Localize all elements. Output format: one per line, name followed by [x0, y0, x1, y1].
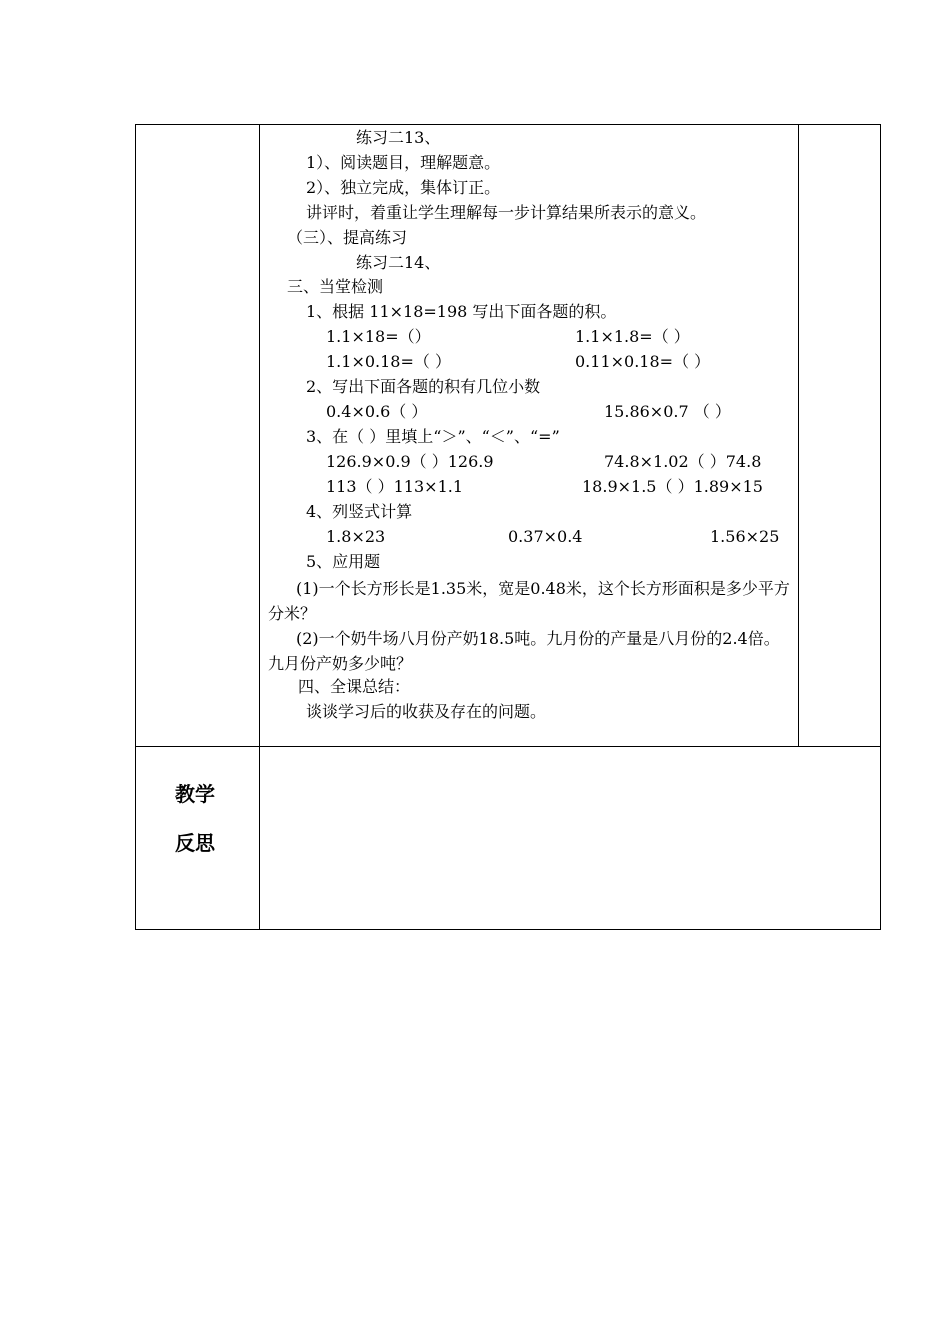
- column-divider: [259, 124, 260, 930]
- section-test: 三、当堂检测: [287, 277, 384, 296]
- question-2: 2、写出下面各题的积有几位小数: [306, 377, 541, 396]
- question-4: 4、列竖式计算: [306, 502, 413, 521]
- question-5: 5、应用题: [306, 552, 381, 571]
- q3-item-d: 18.9×1.5（ ）1.89×15: [582, 477, 763, 496]
- step-solve: 2）、独立完成，集体订正。: [306, 178, 501, 197]
- q3-item-b: 74.8×1.02（ ）74.8: [604, 452, 762, 471]
- right-column-divider: [798, 124, 799, 746]
- table-right-border: [880, 124, 881, 930]
- review-note: 讲评时，着重让学生理解每一步计算结果所表示的意义。: [306, 203, 707, 222]
- q1-item-c: 1.1×0.18=（ ）: [326, 352, 451, 371]
- q2-item-b: 15.86×0.7 （ ）: [604, 402, 731, 421]
- q1-item-a: 1.1×18=（）: [326, 327, 431, 346]
- word-problem-1: (1)一个长方形长是1.35米，宽是0.48米，这个长方形面积是多少平方分米？: [268, 579, 790, 623]
- section-improve: （三）、提高练习: [287, 228, 408, 247]
- table-bottom-border: [135, 929, 881, 930]
- reflection-label-line2: 反思: [175, 831, 215, 855]
- exercise-13: 练习二13、: [356, 128, 441, 147]
- step-read: 1）、阅读题目，理解题意。: [306, 153, 501, 172]
- word-problem-2: (2)一个奶牛场八月份产奶18.5吨。九月份的产量是八月份的2.4倍。九月份产奶多少吨？: [268, 629, 780, 673]
- summary-text: 谈谈学习后的收获及存在的问题。: [306, 702, 547, 721]
- table-top-border: [135, 124, 881, 125]
- question-3: 3、在（ ）里填上“＞”、“＜”、“=”: [306, 427, 560, 446]
- q4-item-a: 1.8×23: [326, 527, 386, 546]
- section-summary: 四、全课总结：: [298, 677, 411, 696]
- exercise-14: 练习二14、: [356, 253, 441, 272]
- q3-item-c: 113（ ）113×1.1: [326, 477, 464, 496]
- q1-item-d: 0.11×0.18=（ ）: [575, 352, 711, 371]
- reflection-label-line1: 教学: [175, 782, 215, 806]
- table-left-border: [135, 124, 136, 930]
- q4-item-c: 1.56×25: [710, 527, 780, 546]
- q3-item-a: 126.9×0.9（ ）126.9: [326, 452, 494, 471]
- q2-item-a: 0.4×0.6（ ）: [326, 402, 428, 421]
- q4-item-b: 0.37×0.4: [508, 527, 583, 546]
- row-divider: [135, 746, 881, 747]
- question-1: 1、根据 11×18=198 写出下面各题的积。: [306, 302, 617, 321]
- q1-item-b: 1.1×1.8=（ ）: [575, 327, 690, 346]
